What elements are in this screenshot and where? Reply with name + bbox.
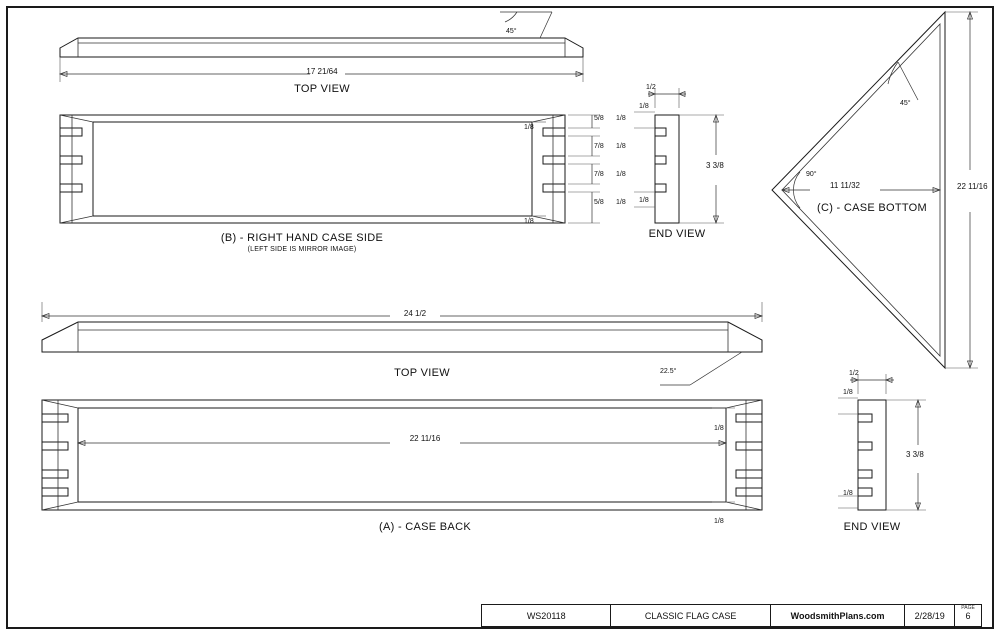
- angle-label-case-bottom-90: 90°: [806, 171, 817, 178]
- title-block-project-name: CLASSIC FLAG CASE: [611, 605, 770, 626]
- title-case-side-b: (B) - RIGHT HAND CASE SIDE: [220, 232, 384, 244]
- dim-length-top-view-a: 24 1/2: [403, 309, 427, 318]
- dim-case-back-thickness-top: 1/8: [714, 425, 724, 432]
- title-block-page: [955, 605, 981, 626]
- dim-case-back-thickness-bottom: 1/8: [714, 518, 724, 525]
- dim-end-view-a-tenon-top: 1/8: [843, 389, 853, 396]
- dim-side-b-spacing-2: 7/8: [594, 143, 604, 150]
- dim-side-b-joint-width-1: 1/8: [616, 115, 626, 122]
- dim-length-top-view-b: 17 21/64: [306, 67, 338, 76]
- case-bottom-c-geometry: [772, 12, 978, 368]
- case-side-b-geometry: [60, 115, 600, 223]
- dim-side-b-spacing-4: 5/8: [594, 199, 604, 206]
- title-end-view-b: END VIEW: [648, 228, 706, 240]
- dim-end-view-b-width: 1/2: [646, 84, 656, 91]
- dim-end-view-a-width: 1/2: [849, 370, 859, 377]
- dim-end-view-b-tenon-bottom: 1/8: [639, 197, 649, 204]
- title-block-page-number: 6: [965, 610, 971, 621]
- dim-case-back-length: 22 11/16: [409, 434, 441, 443]
- dim-side-b-joint-width-3: 1/8: [616, 171, 626, 178]
- title-block: [481, 604, 982, 627]
- dim-case-bottom-height: 22 11/16: [957, 182, 988, 191]
- dim-end-view-a-height: 3 3/8: [906, 450, 924, 459]
- dim-case-bottom-width: 11 11/32: [830, 181, 860, 190]
- dim-end-view-b-height: 3 3/8: [706, 161, 724, 170]
- angle-label-top-view-b: 45°: [506, 28, 517, 35]
- title-block-source: WoodsmithPlans.com: [771, 605, 905, 626]
- title-top-view-b: TOP VIEW: [294, 83, 350, 95]
- title-end-view-a: END VIEW: [843, 521, 901, 533]
- dim-side-b-spacing-1: 5/8: [594, 115, 604, 122]
- dim-side-b-joint-width-4: 1/8: [616, 199, 626, 206]
- title-block-date: 2/28/19: [905, 605, 955, 626]
- title-top-view-a: TOP VIEW: [394, 367, 450, 379]
- angle-label-case-bottom-45: 45°: [900, 100, 911, 107]
- dim-end-view-b-tenon-top: 1/8: [639, 103, 649, 110]
- dim-side-b-thickness-top: 1/8: [524, 124, 534, 131]
- angle-label-top-view-a: 22.5°: [660, 368, 677, 375]
- dim-side-b-spacing-3: 7/8: [594, 171, 604, 178]
- title-block-page-caption: PAGE: [961, 605, 975, 611]
- case-back-a-geometry: [42, 400, 762, 510]
- subtitle-case-side-b: (LEFT SIDE IS MIRROR IMAGE): [247, 246, 357, 253]
- title-case-bottom-c: (C) - CASE BOTTOM: [816, 202, 928, 214]
- title-block-drawing-number: WS20118: [482, 605, 611, 626]
- title-case-back-a: (A) - CASE BACK: [379, 521, 471, 533]
- dim-side-b-thickness-bottom: 1/8: [524, 218, 534, 225]
- dim-side-b-joint-width-2: 1/8: [616, 143, 626, 150]
- dim-end-view-a-tenon-bottom: 1/8: [843, 490, 853, 497]
